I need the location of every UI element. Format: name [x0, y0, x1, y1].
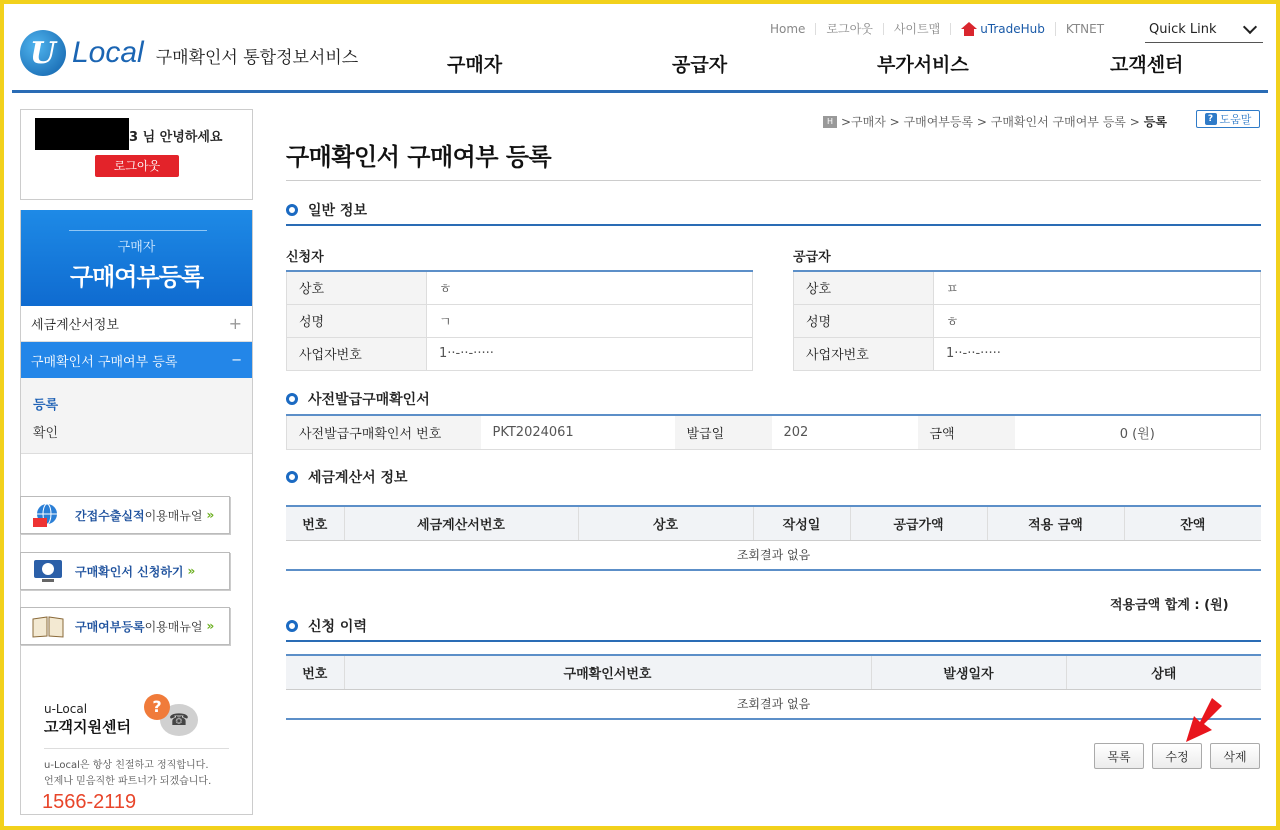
utility-links	[760, 14, 1114, 44]
column-header: 상태	[1066, 655, 1261, 689]
support-desc-line: u-Local은 항상 친절하고 정직합니다.	[44, 760, 209, 771]
help-label: 도움말	[1219, 113, 1252, 126]
lnb-header	[21, 210, 252, 306]
support-brand: u-Local	[44, 702, 88, 716]
column-header: 번호	[286, 506, 344, 540]
submenu-register[interactable]: 등록	[33, 398, 59, 413]
column-header: 구매확인서번호	[344, 655, 871, 689]
section-tax-invoice	[286, 467, 408, 487]
supplier-company: ㅍ	[934, 271, 1261, 304]
certificate-number: PKT2024061	[481, 415, 675, 449]
table-row	[287, 337, 753, 370]
phone-icon: ☎	[160, 704, 198, 736]
empty-result: 조회결과 없음	[286, 540, 1261, 570]
breadcrumb-current: 등록	[1143, 115, 1167, 129]
column-header: 적용 금액	[987, 506, 1124, 540]
section-heading: 세금계산서 정보	[308, 470, 408, 486]
collapse-minus-icon: −	[231, 352, 242, 368]
banner-label-rest: 이용매뉴얼	[144, 508, 203, 523]
question-icon: ?	[144, 694, 170, 720]
logout-link[interactable]: 로그아웃	[816, 23, 883, 35]
service-name: 구매확인서 통합정보서비스	[155, 47, 359, 68]
sidebar-submenu	[21, 378, 252, 454]
table-row	[287, 271, 753, 304]
bullet-icon	[286, 204, 298, 216]
issue-date: 202	[772, 415, 918, 449]
table-row	[286, 689, 1261, 719]
table-row	[287, 415, 1261, 449]
banner-label-strong: 구매확인서 신청하기	[75, 564, 184, 579]
label-amount: 금액	[918, 415, 1015, 449]
column-header: 발생일자	[871, 655, 1066, 689]
book-icon	[31, 613, 65, 639]
empty-result: 조회결과 없음	[286, 689, 1261, 719]
table-row	[794, 271, 1261, 304]
edit-button[interactable]: 수정	[1152, 743, 1202, 769]
help-icon: ?	[1205, 113, 1217, 125]
section-divider	[286, 640, 1261, 642]
label-company: 상호	[287, 271, 427, 304]
table-header-row	[286, 506, 1261, 540]
welcome-box	[20, 109, 253, 200]
column-header: 세금계산서번호	[344, 506, 578, 540]
label-company: 상호	[794, 271, 934, 304]
section-heading: 일반 정보	[308, 203, 367, 219]
lnb-header-divider	[69, 230, 207, 231]
applicant-table	[286, 270, 753, 371]
double-chevron-icon: »	[206, 619, 215, 633]
section-divider	[286, 224, 1261, 226]
table-row	[286, 540, 1261, 570]
bullet-icon	[286, 620, 298, 632]
sidebar-item-label: 구매확인서 구매여부 등록	[31, 354, 178, 370]
breadcrumb-path: >구매자 > 구매여부등록 > 구매확인서 구매여부 등록 >	[841, 115, 1140, 129]
sitemap-link[interactable]: 사이트맵	[884, 23, 951, 35]
logo-u-mark: U	[20, 30, 66, 76]
label-name: 성명	[287, 304, 427, 337]
bullet-icon	[286, 393, 298, 405]
submenu-confirm[interactable]: 확인	[33, 426, 59, 441]
header-divider	[12, 90, 1268, 93]
double-chevron-icon: »	[206, 508, 215, 522]
supplier-name: ㅎ	[934, 304, 1261, 337]
section-heading: 사전발급구매확인서	[308, 392, 430, 408]
support-icon	[144, 694, 198, 736]
ulocal-logo[interactable]	[20, 30, 358, 76]
chevron-down-icon	[1243, 20, 1257, 34]
support-phone: 1566-2119	[42, 791, 137, 813]
nav-customer-center[interactable]: 고객센터	[1110, 54, 1184, 76]
support-desc-line: 언제나 믿음직한 파트너가 되겠습니다.	[44, 776, 212, 787]
quick-link-label: Quick Link	[1149, 22, 1217, 37]
logout-button[interactable]: 로그아웃	[95, 155, 179, 177]
applicant-company: ㅎ	[427, 271, 753, 304]
label-business-number: 사업자번호	[794, 337, 934, 370]
banner-label-strong: 구매여부등록	[75, 619, 145, 634]
title-divider	[286, 180, 1261, 181]
column-header: 공급가액	[850, 506, 987, 540]
banner-label-strong: 간접수출실적	[75, 508, 145, 523]
globe-icon	[31, 502, 65, 528]
supplier-business-number: 1··-··-·····	[934, 337, 1261, 370]
nav-supplier[interactable]: 공급자	[672, 54, 728, 76]
greeting-text: 3 님 안녕하세요	[129, 130, 223, 145]
applicant-business-number: 1··-··-·····	[427, 337, 753, 370]
label-business-number: 사업자번호	[287, 337, 427, 370]
banner-registration-manual[interactable]	[20, 607, 230, 645]
sidebar-item-purchase-registration[interactable]	[21, 342, 252, 378]
support-divider	[44, 748, 229, 749]
list-button[interactable]: 목록	[1094, 743, 1144, 769]
table-header-row	[286, 655, 1261, 689]
column-header: 상호	[578, 506, 753, 540]
expand-plus-icon: +	[228, 314, 242, 333]
home-icon[interactable]: H	[823, 116, 837, 128]
house-icon	[961, 22, 977, 36]
sidebar-item-tax-invoice[interactable]	[21, 306, 252, 342]
logo-wordmark: Local	[72, 36, 144, 69]
column-header: 번호	[286, 655, 344, 689]
delete-button[interactable]: 삭제	[1210, 743, 1260, 769]
nav-extra-services[interactable]: 부가서비스	[877, 54, 969, 76]
tax-invoice-table	[286, 505, 1261, 571]
supplier-heading: 공급자	[793, 250, 831, 265]
history-table	[286, 654, 1261, 720]
breadcrumb	[823, 113, 1167, 130]
section-history	[286, 616, 367, 636]
ktnet-link[interactable]: KTNET	[1065, 22, 1105, 36]
applied-amount-sum: 적용금액 합계 : (원)	[1110, 598, 1229, 613]
quick-link-select[interactable]	[1145, 17, 1263, 43]
lnb-section-title: 구매여부등록	[69, 263, 204, 291]
table-row	[794, 337, 1261, 370]
banner-apply-certificate[interactable]	[20, 552, 230, 590]
applicant-heading: 신청자	[286, 250, 324, 265]
home-link[interactable]: Home	[760, 23, 816, 35]
column-header: 작성일	[753, 506, 850, 540]
section-heading: 신청 이력	[308, 619, 367, 635]
nav-buyer[interactable]: 구매자	[447, 54, 503, 76]
table-row	[287, 304, 753, 337]
utradehub-link[interactable]	[951, 22, 1056, 36]
section-pre-issued	[286, 389, 430, 409]
support-title: 고객지원센터	[44, 718, 131, 736]
section-general-info	[286, 200, 367, 220]
label-issue-date: 발급일	[675, 415, 772, 449]
annotation-arrow-icon	[1182, 698, 1222, 744]
redacted-username	[35, 118, 129, 150]
label-certificate-number: 사전발급구매확인서 번호	[287, 415, 481, 449]
lnb-section-small: 구매자	[117, 240, 156, 255]
label-name: 성명	[794, 304, 934, 337]
page-title: 구매확인서 구매여부 등록	[286, 143, 552, 171]
banner-export-manual[interactable]	[20, 496, 230, 534]
applicant-name: ㄱ	[427, 304, 753, 337]
main-nav	[360, 50, 1260, 82]
double-chevron-icon: »	[187, 564, 196, 578]
support-description	[44, 758, 211, 790]
sidebar-item-label: 세금계산서정보	[31, 318, 119, 333]
bullet-icon	[286, 471, 298, 483]
help-button[interactable]	[1196, 110, 1260, 128]
banner-label-rest: 이용매뉴얼	[144, 619, 203, 634]
column-header: 잔액	[1124, 506, 1261, 540]
supplier-table	[793, 270, 1261, 371]
amount-value: 0 (원)	[1015, 415, 1261, 449]
monitor-icon	[31, 558, 65, 584]
pre-issued-table	[286, 414, 1261, 450]
table-row	[794, 304, 1261, 337]
utradehub-label: uTradeHub	[980, 22, 1045, 36]
